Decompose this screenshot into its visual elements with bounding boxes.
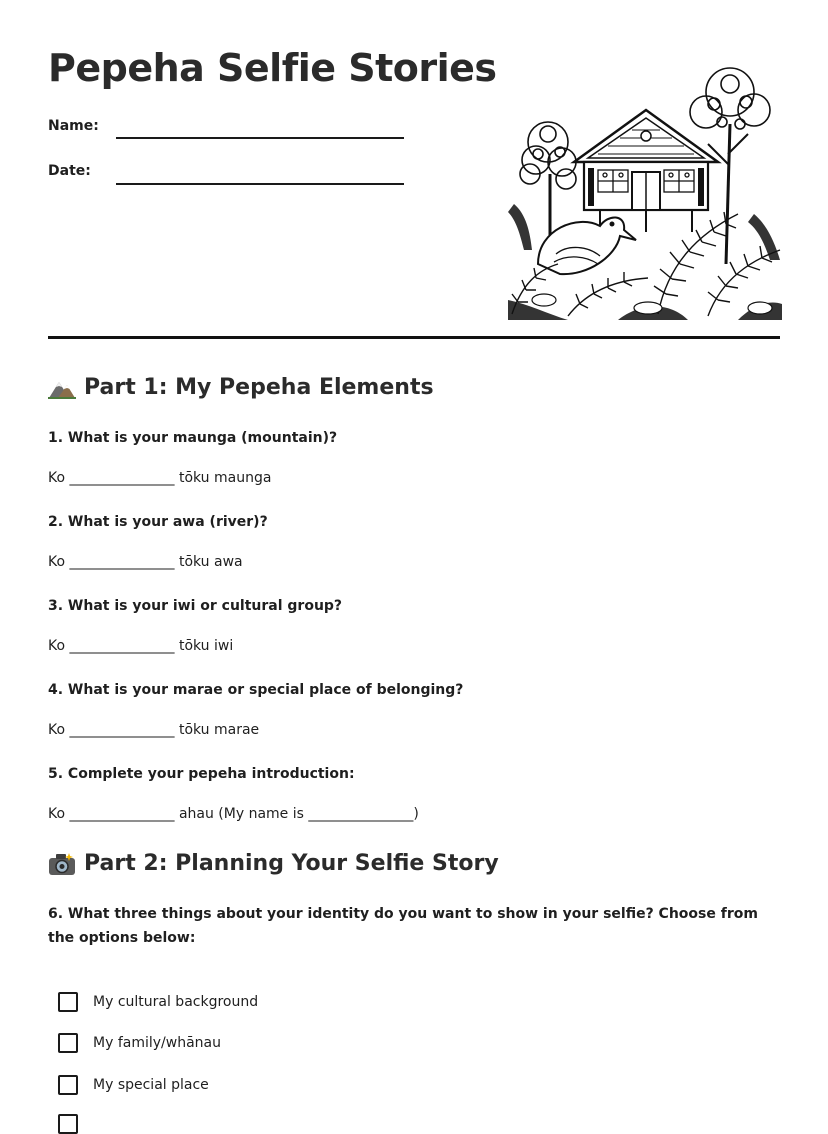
answer-1[interactable]: Ko _______________ tōku maunga (48, 470, 272, 486)
section-divider (48, 336, 780, 339)
question-2: 2. What is your awa (river)? (48, 514, 268, 530)
option-label: My special place (93, 1077, 209, 1093)
question-1: 1. What is your maunga (mountain)? (48, 430, 338, 446)
option-label: My family/whānau (93, 1035, 221, 1051)
answer-2[interactable]: Ko _______________ tōku awa (48, 554, 243, 570)
option-cultural-background[interactable] (58, 992, 258, 1012)
wharenui-illustration (508, 64, 782, 320)
part2-heading (48, 851, 499, 876)
question-3: 3. What is your iwi or cultural group? (48, 598, 343, 614)
part2-heading-text: Part 2: Planning Your Selfie Story (84, 851, 499, 876)
option-special-place[interactable] (58, 1075, 209, 1095)
mountain-icon (48, 376, 76, 400)
checkbox[interactable] (58, 1075, 78, 1095)
camera-icon (48, 852, 76, 876)
date-label: Date: (48, 163, 91, 179)
name-label: Name: (48, 118, 99, 134)
option-family[interactable] (58, 1033, 221, 1053)
option-label: My cultural background (93, 994, 259, 1010)
question-6: 6. What three things about your identity do you want to show in your selfie? Choose from the options below: (48, 906, 758, 946)
date-input-line[interactable] (116, 183, 404, 185)
question-4: 4. What is your marae or special place of belonging? (48, 682, 464, 698)
answer-4[interactable]: Ko _______________ tōku marae (48, 722, 260, 738)
answer-3[interactable]: Ko _______________ tōku iwi (48, 638, 234, 654)
checkbox[interactable] (58, 1114, 78, 1134)
question-5: 5. Complete your pepeha introduction: (48, 766, 355, 782)
part1-heading-text: Part 1: My Pepeha Elements (84, 375, 434, 400)
answer-5[interactable]: Ko _______________ ahau (My name is _______________) (48, 806, 419, 822)
checkbox[interactable] (58, 992, 78, 1012)
page-title: Pepeha Selfie Stories (48, 46, 497, 90)
part1-heading (48, 375, 434, 400)
option-partial[interactable] (58, 1114, 93, 1134)
checkbox[interactable] (58, 1033, 78, 1053)
name-input-line[interactable] (116, 137, 404, 139)
